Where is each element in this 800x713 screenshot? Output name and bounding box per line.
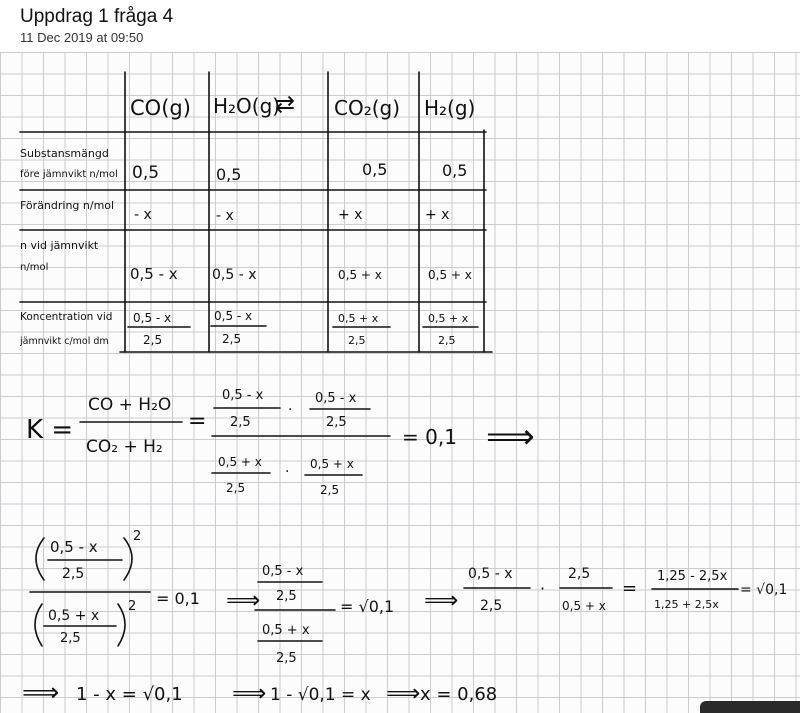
svg-text:=: =: [188, 409, 207, 434]
note-date: 11 Dec 2019 at 09:50: [20, 30, 144, 45]
svg-text:2,5: 2,5: [276, 651, 297, 666]
svg-text:2,5: 2,5: [568, 566, 591, 582]
svg-text:⟹: ⟹: [386, 679, 421, 707]
header-h2o: H₂O(g): [213, 94, 281, 118]
row-label-change: Förändring n/mol: [20, 199, 115, 212]
toolbar-edge: [700, 701, 800, 713]
row-label-eq-2: n/mol: [20, 262, 49, 273]
svg-text:2,5: 2,5: [230, 415, 251, 430]
row-label-conc-2: jämnvikt c/mol dm: [20, 336, 109, 347]
svg-text:·: ·: [540, 579, 546, 598]
svg-text:2,5: 2,5: [326, 415, 347, 430]
svg-text:0,5 + x: 0,5 + x: [310, 457, 354, 471]
svg-text:2,5: 2,5: [480, 598, 503, 614]
cell-r1-co: 0,5: [132, 163, 160, 183]
svg-text:2,5: 2,5: [60, 631, 81, 646]
cell-r3-h2o: 0,5 - x: [212, 267, 257, 283]
svg-text:2,5: 2,5: [276, 589, 297, 604]
svg-text:0,5 + x: 0,5 + x: [48, 608, 100, 624]
svg-text:= √0,1: = √0,1: [740, 582, 788, 598]
svg-text:= √0,1: = √0,1: [340, 597, 395, 616]
svg-text:x = 0,68: x = 0,68: [420, 684, 498, 705]
header-co: CO(g): [130, 96, 191, 120]
equation-sqrt: [226, 564, 394, 666]
svg-text:0,5 - x: 0,5 - x: [50, 538, 98, 556]
equation-final: [22, 678, 497, 708]
svg-text:⟹: ⟹: [424, 586, 459, 614]
svg-text:2: 2: [128, 599, 137, 614]
cell-r3-h2: 0,5 + x: [428, 268, 472, 282]
svg-text:2,5: 2,5: [143, 333, 163, 347]
svg-text:0,5 - x: 0,5 - x: [222, 388, 264, 403]
cell-r1-h2o: 0,5: [216, 165, 242, 184]
svg-text:⟹: ⟹: [226, 586, 261, 614]
equation-k: [26, 388, 535, 497]
svg-text:⟹: ⟹: [232, 679, 267, 707]
header-co2: CO₂(g): [334, 96, 401, 120]
cell-r2-h2: + x: [425, 207, 450, 223]
svg-text:0,5 + x: 0,5 + x: [338, 312, 379, 325]
svg-text:K =: K =: [26, 415, 74, 445]
svg-text:2,5: 2,5: [348, 334, 366, 347]
cell-r2-h2o: - x: [216, 208, 234, 224]
svg-text:·: ·: [285, 464, 290, 480]
header-arrow: ⇄: [275, 90, 296, 118]
svg-text:1 - √0,1 = x: 1 - √0,1 = x: [270, 685, 371, 705]
note-title: Uppdrag 1 fråga 4: [20, 6, 174, 27]
cell-r4-co: [128, 311, 190, 347]
svg-text:=: =: [622, 578, 638, 599]
row-label-initial-2: före jämnvikt n/mol: [20, 169, 118, 180]
cell-r1-h2: 0,5: [442, 161, 468, 180]
svg-text:0,5 - x: 0,5 - x: [214, 309, 253, 323]
cell-r2-co2: + x: [338, 207, 363, 223]
cell-r4-co2: [333, 312, 390, 347]
svg-text:0,5 - x: 0,5 - x: [133, 311, 172, 325]
equation-rearranged: [424, 566, 787, 614]
svg-text:= 0,1: = 0,1: [402, 425, 457, 449]
svg-text:0,5 + x: 0,5 + x: [428, 312, 469, 325]
svg-text:⟹: ⟹: [22, 678, 60, 708]
cell-r1-co2: 0,5: [362, 160, 388, 179]
cell-r3-co: 0,5 - x: [130, 265, 178, 283]
svg-text:0,5 - x: 0,5 - x: [315, 391, 357, 406]
svg-text:CO₂ + H₂: CO₂ + H₂: [86, 437, 163, 457]
svg-text:2,5: 2,5: [226, 481, 246, 495]
svg-text:CO + H₂O: CO + H₂O: [88, 395, 172, 415]
svg-text:2,5: 2,5: [320, 483, 340, 497]
header-h2: H₂(g): [424, 96, 476, 120]
svg-text:0,5 - x: 0,5 - x: [468, 566, 513, 582]
cell-r4-h2o: [211, 309, 266, 346]
equation-squared: [30, 529, 200, 646]
svg-text:1,25 + 2,5x: 1,25 + 2,5x: [654, 598, 719, 611]
svg-text:⟹: ⟹: [486, 417, 535, 457]
cell-r3-co2: 0,5 + x: [338, 268, 382, 282]
svg-text:= 0,1: = 0,1: [156, 589, 200, 608]
svg-text:1,25 - 2,5x: 1,25 - 2,5x: [657, 569, 728, 584]
cell-r2-co: - x: [134, 207, 152, 223]
svg-text:0,5 + x: 0,5 + x: [262, 623, 310, 638]
row-label-conc-1: Koncentration vid: [20, 311, 113, 323]
cell-r4-h2: [423, 312, 478, 347]
row-label-eq-1: n vid jämnvikt: [20, 239, 99, 252]
svg-text:0,5 + x: 0,5 + x: [562, 599, 606, 613]
svg-text:2,5: 2,5: [62, 566, 85, 582]
svg-text:1 - x = √0,1: 1 - x = √0,1: [76, 684, 183, 705]
svg-text:2: 2: [133, 529, 142, 544]
svg-text:·: ·: [288, 402, 293, 418]
svg-text:2,5: 2,5: [222, 332, 242, 346]
svg-text:0,5 - x: 0,5 - x: [262, 564, 304, 579]
row-label-initial-1: Substansmängd: [20, 147, 109, 160]
svg-text:0,5 + x: 0,5 + x: [218, 455, 262, 469]
svg-text:2,5: 2,5: [438, 334, 456, 347]
